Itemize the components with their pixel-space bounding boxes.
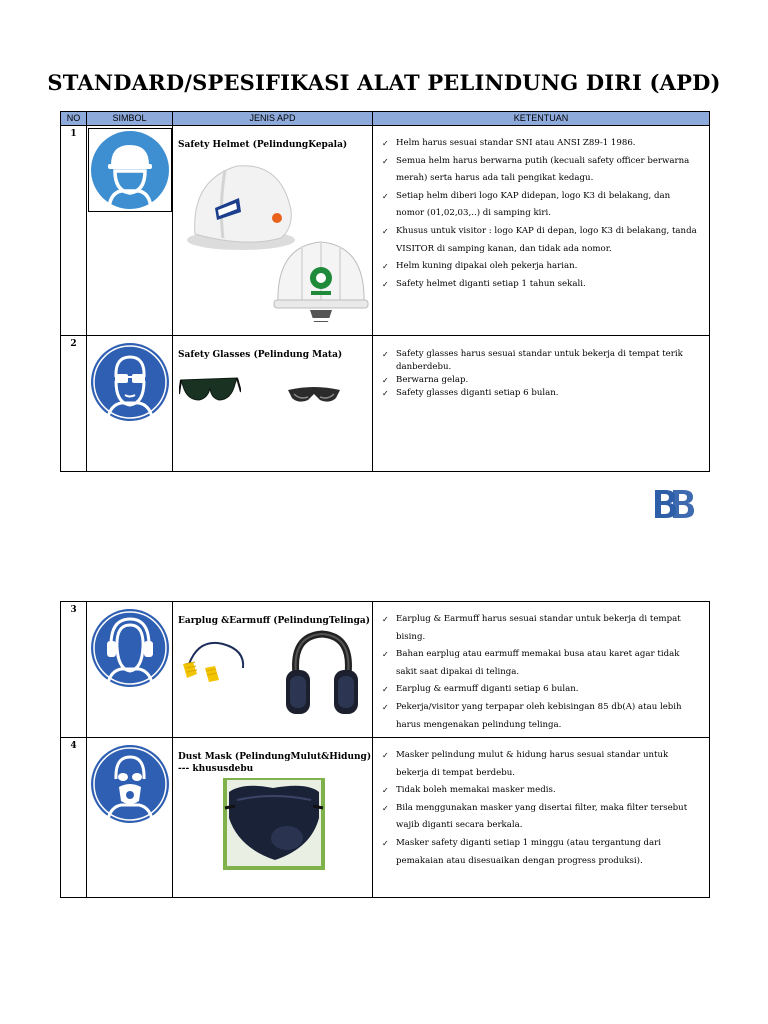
list-item: ✓ Helm harus sesuai standar SNI atau ANSI Z89-1 1986. bbox=[380, 135, 701, 153]
sport-safety-glasses-image bbox=[286, 384, 342, 410]
jenis-cell bbox=[173, 126, 373, 336]
list-item: ✓ Masker pelindung mulut & hidung harus sesuai standar untuk bekerja di tempat berdebu. bbox=[380, 747, 701, 782]
jenis-label: Safety Helmet (PelindungKepala) bbox=[178, 140, 348, 150]
list-item: ✓ Pekerja/visitor yang terpapar oleh kebisingan 85 db(A) atau lebih harus mengenakan pelindung telinga. bbox=[380, 699, 701, 734]
earplug-image bbox=[179, 634, 253, 684]
list-item: ✓ Semua helm harus berwarna putih (kecuali safety officer berwarna merah) serta harus ada tali pengikat kedagu. bbox=[380, 153, 701, 188]
head-helmet-symbol-icon bbox=[88, 128, 172, 212]
jenis-cell bbox=[173, 336, 373, 472]
respirator-symbol-icon bbox=[89, 743, 169, 823]
symbol-cell bbox=[87, 336, 173, 472]
ketentuan-cell bbox=[373, 126, 710, 336]
list-item: ✓ Setiap helm diberi logo KAP didepan, logo K3 di belakang, dan nomor (01,02,03,..) di samping kiri. bbox=[380, 188, 701, 223]
apd-table-page-2 bbox=[60, 601, 710, 898]
eye-protection-symbol-icon bbox=[89, 341, 169, 421]
table-row bbox=[61, 336, 710, 472]
ketentuan-cell bbox=[373, 336, 710, 472]
list-item: ✓ Tidak boleh memakai masker medis. bbox=[380, 782, 701, 800]
jenis-cell bbox=[173, 602, 373, 738]
list-item: ✓ Safety glasses harus sesuai standar untuk bekerja di tempat terik danberdebu. bbox=[380, 348, 701, 374]
jenis-label: Safety Glasses (Pelindung Mata) bbox=[178, 350, 343, 360]
table-row bbox=[61, 602, 710, 738]
apd-table-page-1 bbox=[60, 111, 710, 472]
header-ketentuan: KETENTUAN bbox=[373, 112, 710, 126]
row-number: 1 bbox=[61, 126, 87, 336]
ketentuan-list bbox=[380, 611, 701, 734]
jenis-sublabel: --- khususdebu bbox=[178, 764, 254, 774]
table-row bbox=[61, 738, 710, 898]
document-title: STANDARD/SPESIFIKASI ALAT PELINDUNG DIRI (APD) bbox=[47, 70, 721, 95]
white-helmet-k3-image bbox=[272, 238, 370, 324]
list-item: ✓ Bila menggunakan masker yang disertai filter, maka filter tersebut wajib diganti secara berkala. bbox=[380, 800, 701, 835]
ketentuan-list bbox=[380, 135, 701, 293]
list-item: ✓ Safety helmet diganti setiap 1 tahun sekali. bbox=[380, 276, 701, 294]
ketentuan-list bbox=[380, 348, 701, 400]
list-item: ✓ Masker safety diganti setiap 1 minggu (atau tergantung dari pemakaian atau disesuaikan dengan progress produksi). bbox=[380, 835, 701, 870]
ketentuan-list bbox=[380, 747, 701, 870]
list-item: ✓ Helm kuning dipakai oleh pekerja harian. bbox=[380, 258, 701, 276]
row-number: 3 bbox=[61, 602, 87, 738]
row-number: 2 bbox=[61, 336, 87, 472]
header-simbol: SIMBOL bbox=[87, 112, 173, 126]
list-item: ✓ Earplug & Earmuff harus sesuai standar untuk bekerja di tempat bising. bbox=[380, 611, 701, 646]
earmuff-image bbox=[284, 630, 360, 718]
table-row bbox=[61, 126, 710, 336]
table-header-row bbox=[61, 112, 710, 126]
ketentuan-cell bbox=[373, 738, 710, 898]
row-number: 4 bbox=[61, 738, 87, 898]
jenis-cell bbox=[173, 738, 373, 898]
company-logo bbox=[651, 488, 697, 520]
dark-safety-glasses-image bbox=[179, 374, 241, 408]
list-item: ✓ Khusus untuk visitor : logo KAP di depan, logo K3 di belakang, tanda VISITOR di samping kanan, dan tidak ada nomor. bbox=[380, 223, 701, 258]
dust-mask-image bbox=[223, 778, 325, 870]
ear-protection-symbol-icon bbox=[89, 607, 169, 687]
symbol-cell bbox=[87, 602, 173, 738]
symbol-cell bbox=[87, 126, 173, 336]
header-jenis: JENIS APD bbox=[173, 112, 373, 126]
list-item: ✓ Bahan earplug atau earmuff memakai busa atau karet agar tidak sakit saat dipakai di telinga. bbox=[380, 646, 701, 681]
list-item: ✓ Berwarna gelap. bbox=[380, 374, 701, 387]
header-no: NO bbox=[61, 112, 87, 126]
symbol-cell bbox=[87, 738, 173, 898]
list-item: ✓ Safety glasses diganti setiap 6 bulan. bbox=[380, 387, 701, 400]
jenis-label: Earplug &Earmuff (PelindungTelinga) bbox=[178, 616, 370, 626]
list-item: ✓ Earplug & earmuff diganti setiap 6 bulan. bbox=[380, 681, 701, 699]
jenis-label: Dust Mask (PelindungMulut&Hidung) bbox=[178, 752, 372, 762]
ketentuan-cell bbox=[373, 602, 710, 738]
